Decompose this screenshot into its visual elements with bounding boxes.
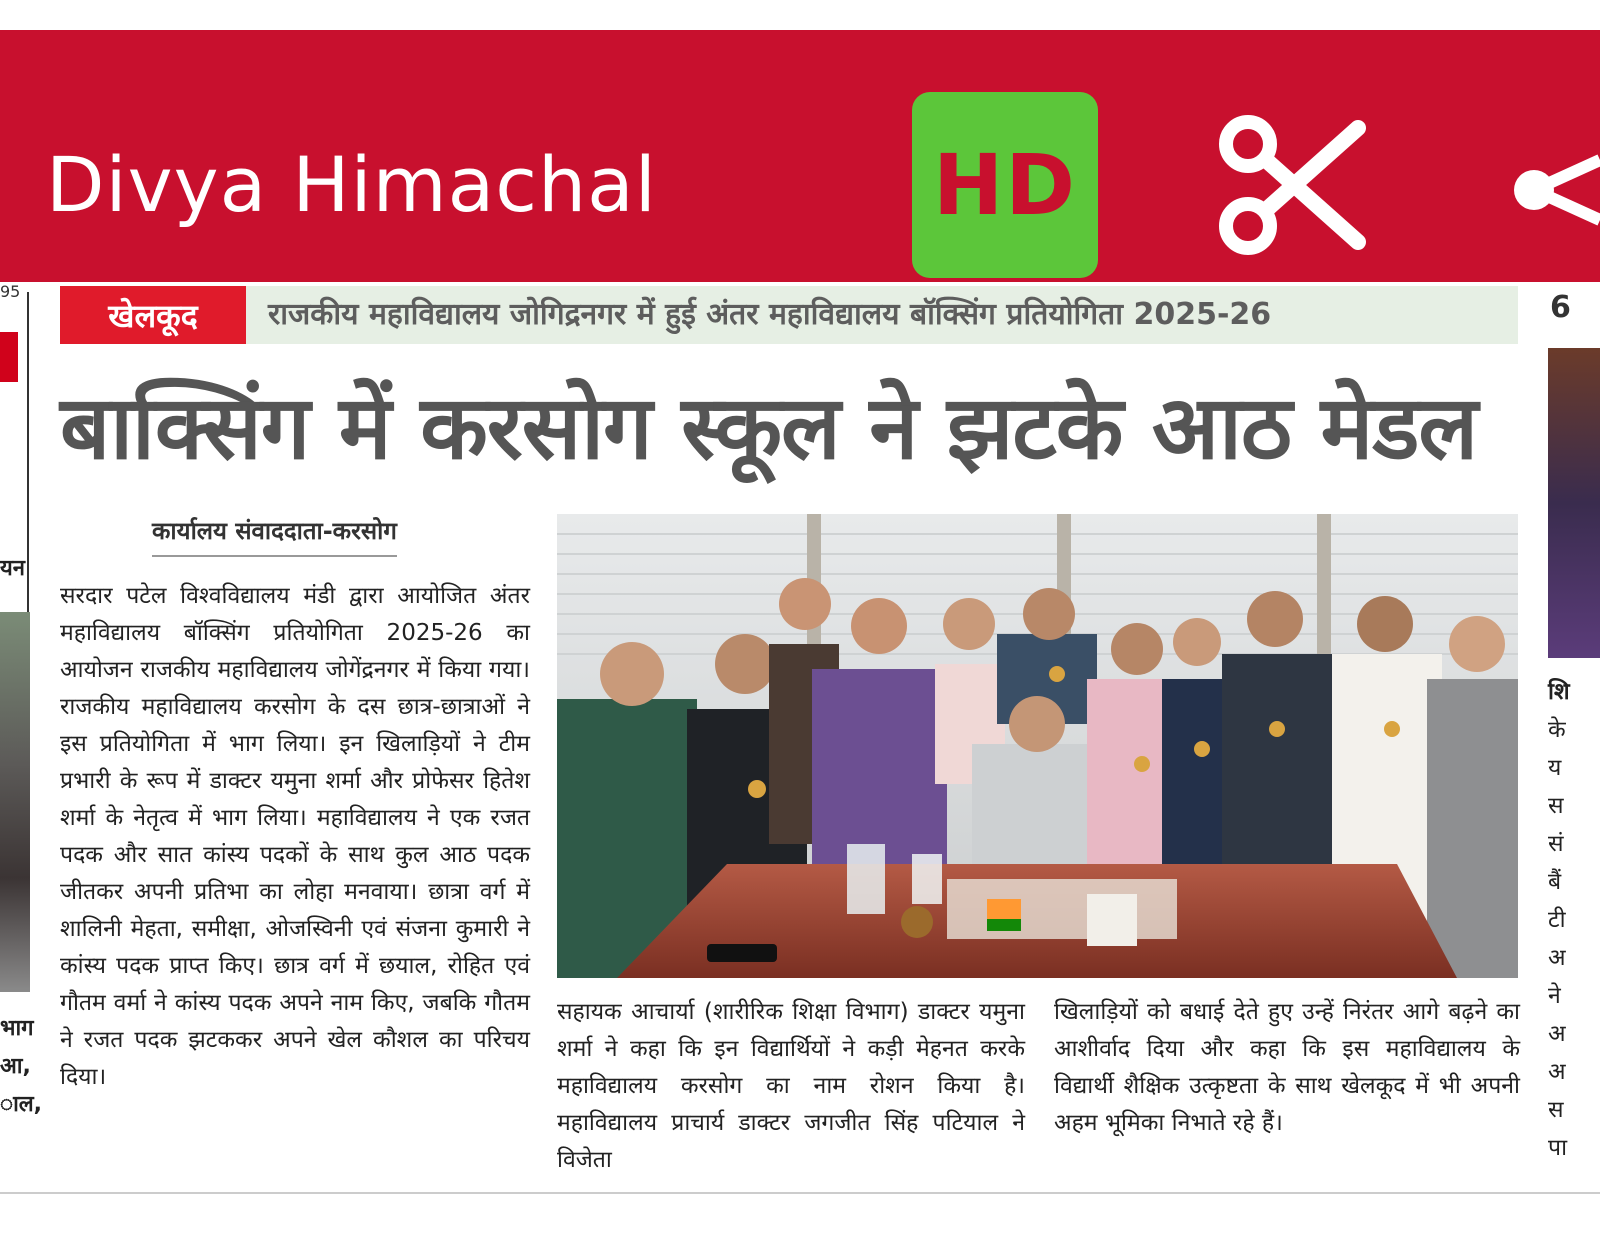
share-icon[interactable] (1512, 150, 1600, 234)
right-edge-number: 6 (1550, 290, 1571, 325)
right-edge-fragment: अ (1548, 1021, 1566, 1047)
kicker-text: राजकीय महाविद्यालय जोगिद्रनगर में हुई अंतर महाविद्यालय बॉक्सिंग प्रतियोगिता 2025-26 (268, 297, 1272, 332)
right-edge-fragment: पा (1548, 1135, 1568, 1161)
right-edge-fragment: स (1548, 1097, 1564, 1123)
left-edge-fragment: यन (0, 556, 25, 581)
left-edge-red-block (0, 332, 18, 382)
kicker-strip (60, 286, 1518, 344)
left-edge-photo (0, 612, 30, 992)
right-edge-photo (1548, 348, 1600, 658)
right-edge-fragment: सं (1548, 831, 1564, 857)
section-tag: खेलकूद (60, 286, 246, 344)
scissors-icon[interactable] (1218, 114, 1368, 268)
team-photo (557, 514, 1518, 978)
left-edge-fragment: भाग (0, 1016, 34, 1041)
body-column-2: सहायक आचार्या (शारीरिक शिक्षा विभाग) डाक्टर यमुना शर्मा ने कहा कि इन विद्यार्थियों ने कड़ी मेहनत करके महाविद्यालय करसोग का नाम रोशन किया है। महाविद्यालय प्राचार्य डाक्टर जगजीत सिंह पटियाल ने विजेता (557, 999, 1025, 1173)
headline: बाक्सिंग में करसोग स्कूल ने झटके आठ मेडल (60, 376, 1477, 479)
right-edge-fragment: शि (1548, 679, 1570, 705)
app-header-banner (0, 30, 1600, 282)
body-column-1: सरदार पटेल विश्वविद्यालय मंडी द्वारा आयोजित अंतर महाविद्यालय बॉक्सिंग प्रतियोगिता 2025-26 का आयोजन राजकीय महाविद्यालय जोगेंद्रनगर में किया गया। राजकीय महाविद्यालय करसोग के दस छात्र-छात्राओं ने इस प्रतियोगिता में भाग लिया। इन खिलाड़ियों ने टीम प्रभारी के रूप में डाक्टर यमुना शर्मा और प्रोफेसर हितेश शर्मा के नेतृत्व में भाग लिया। महाविद्यालय ने एक रजत पदक और सात कांस्य पदकों के साथ कुल आठ पदक जीतकर अपनी प्रतिभा का लोहा मनवाया। छात्रा वर्ग में शालिनी मेहता, समीक्षा, ओजस्विनी एवं संजना कुमारी ने कांस्य पदक प्राप्त किए। छात्र वर्ग में छयाल, रोहित एवं गौतम वर्मा ने कांस्य पदक अपने नाम किए, जबकि गौतम ने रजत पदक झटककर अपने खेल कौशल का परिचय दिया। (60, 583, 530, 1090)
hd-badge-label: HD (932, 136, 1078, 234)
left-edge-fragment: आ, (0, 1054, 31, 1079)
left-adjacent-column (0, 282, 43, 1244)
right-edge-fragment: स (1548, 793, 1564, 819)
left-edge-number: 95 (0, 282, 21, 301)
right-adjacent-column (1540, 282, 1600, 1244)
left-edge-fragment: ाल, (0, 1092, 43, 1117)
right-edge-fragment: बैं (1548, 869, 1562, 895)
body-column-3: खिलाड़ियों को बधाई देते हुए उन्हें निरंतर आगे बढ़ने का आशीर्वाद दिया और कहा कि इस महाविद्यालय के विद्यार्थी शैक्षिक उत्कृष्टता के साथ खेलकूद में भी अपनी अहम भूमिका निभाते रहे हैं। (1054, 999, 1520, 1136)
right-edge-fragment: के (1548, 717, 1566, 743)
hd-icon[interactable] (912, 92, 1098, 278)
right-edge-fragment: अ (1548, 1059, 1566, 1085)
right-edge-fragment: य (1548, 755, 1562, 781)
byline: कार्यालय संवाददाता-करसोग (152, 514, 397, 557)
brand-title: Divya Himachal (46, 140, 657, 229)
right-edge-fragment: टी (1548, 907, 1566, 933)
article-page (0, 282, 1600, 1244)
right-edge-fragment: ने (1548, 983, 1561, 1009)
top-margin (0, 0, 1600, 30)
right-edge-fragment: अ (1548, 945, 1566, 971)
bottom-rule (0, 1192, 1600, 1194)
